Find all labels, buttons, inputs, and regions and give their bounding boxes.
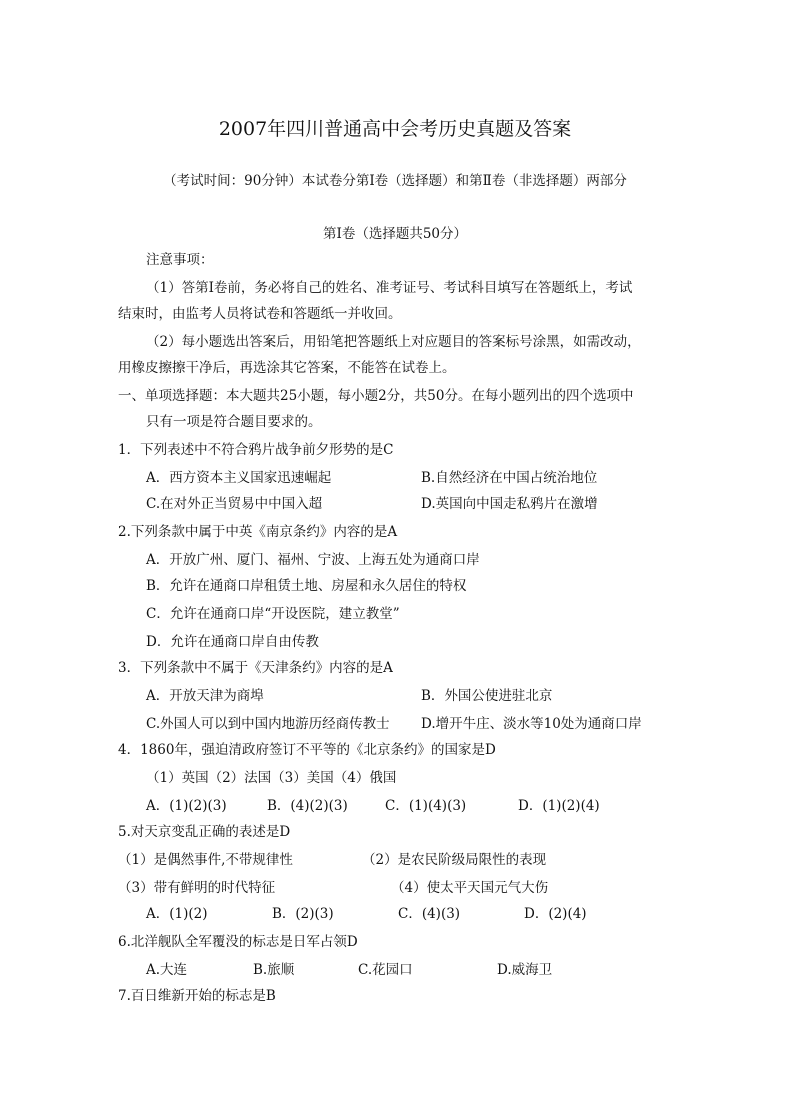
q6-option-b: B.旅顺 (253, 962, 295, 978)
q2-option-c: C．允许在通商口岸“开设医院，建立教堂” (146, 606, 400, 622)
notice-2-line1: （2）每小题选出答案后，用铅笔把答题纸上对应题目的答案标号涂黑，如需改动， (146, 334, 641, 350)
q5-item-2: （2）是农民阶级局限性的表现 (362, 852, 547, 868)
q3-stem: 3．下列条款中不属于《天津条约》内容的是A (118, 660, 393, 676)
q4-items: （1）英国（2）法国（3）美国（4）俄国 (146, 770, 397, 786)
q5-option-a: A．(1)(2) (146, 906, 208, 922)
q6-option-d: D.威海卫 (497, 962, 553, 978)
section1-instructions-line2: 只有一项是符合题目要求的。 (146, 414, 322, 430)
section1-instructions-line1: 一、单项选择题：本大题共25小题，每小题2分，共50分。在每小题列出的四个选项中 (118, 388, 634, 404)
q3-option-d: D.增开牛庄、淡水等10处为通商口岸 (421, 716, 642, 732)
notice-1-line2: 结束时，由监考人员将试卷和答题纸一并收回。 (118, 306, 402, 322)
q2-option-b: B．允许在通商口岸租赁土地、房屋和永久居住的特权 (146, 578, 467, 594)
part1-heading: 第Ⅰ卷（选择题共50分） (322, 226, 467, 242)
q4-option-d: D．(1)(2)(4) (518, 798, 600, 814)
q1-option-a: A．西方资本主义国家迅速崛起 (146, 470, 332, 486)
q7-stem: 7.百日维新开始的标志是B (118, 988, 276, 1004)
q2-option-d: D．允许在通商口岸自由传教 (146, 634, 319, 650)
q5-item-3: （3）带有鲜明的时代特征 (118, 880, 276, 896)
notice-1-line1: （1）答第Ⅰ卷前，务必将自己的姓名、准考证号、考试科目填写在答题纸上，考试 (146, 280, 633, 296)
document-title: 2007年四川普通高中会考历史真题及答案 (218, 118, 572, 140)
q5-option-d: D．(2)(4) (524, 906, 587, 922)
q5-item-4: （4）使太平天国元气大伤 (391, 880, 549, 896)
q6-option-a: A.大连 (146, 962, 188, 978)
q4-option-b: B．(4)(2)(3) (267, 798, 348, 814)
q5-stem: 5.对天京变乱正确的表述是D (118, 824, 291, 840)
notice-2-line2: 用橡皮擦擦干净后，再选涂其它答案，不能答在试卷上。 (118, 360, 456, 376)
q5-option-c: C．(4)(3) (398, 906, 461, 922)
q1-option-b: B.自然经济在中国占统治地位 (421, 470, 598, 486)
q3-option-b: B．外国公使进驻北京 (421, 688, 553, 704)
q4-option-c: C．(1)(4)(3) (385, 798, 467, 814)
notice-label: 注意事项： (146, 252, 214, 268)
q5-option-b: B．(2)(3) (272, 906, 334, 922)
q6-stem: 6.北洋舰队全军覆没的标志是日军占领D (118, 934, 358, 950)
q2-option-a: A．开放广州、厦门、福州、宁波、上海五处为通商口岸 (146, 552, 480, 568)
q1-option-c: C.在对外正当贸易中中国入超 (146, 496, 323, 512)
q1-stem: 1．下列表述中不符合鸦片战争前夕形势的是C (118, 442, 394, 458)
q5-item-1: （1）是偶然事件,不带规律性 (118, 852, 293, 868)
q3-option-c: C.外国人可以到中国内地游历经商传教士 (146, 716, 390, 732)
exam-subtitle: （考试时间：90分钟）本试卷分第Ⅰ卷（选择题）和第Ⅱ卷（非选择题）两部分 (163, 173, 627, 189)
q3-option-a: A．开放天津为商埠 (146, 688, 264, 704)
q4-option-a: A．(1)(2)(3) (146, 798, 227, 814)
q1-option-d: D.英国向中国走私鸦片在激增 (421, 496, 598, 512)
q2-stem: 2.下列条款中属于中英《南京条约》内容的是A (118, 524, 398, 540)
q6-option-c: C.花园口 (358, 962, 413, 978)
q4-stem: 4．1860年，强迫清政府签订不平等的《北京条约》的国家是D (118, 742, 496, 758)
